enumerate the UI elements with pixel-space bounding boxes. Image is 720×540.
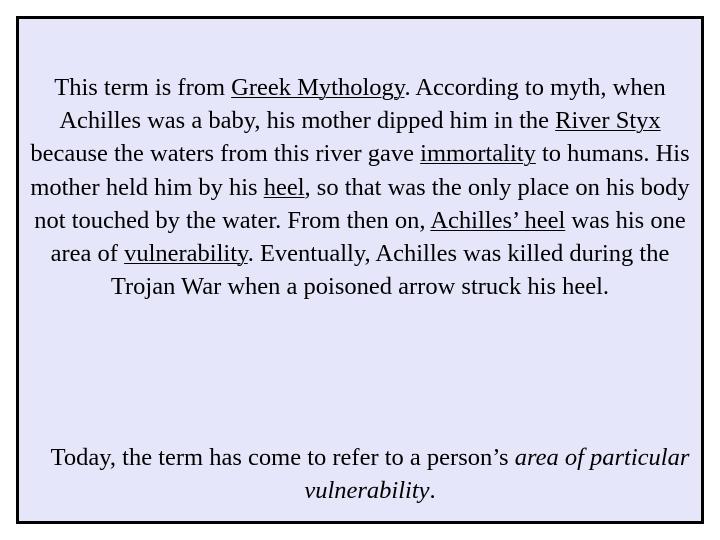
slide-panel xyxy=(16,16,704,524)
text-segment: . xyxy=(429,477,436,505)
term-achilles-heel: Achilles’ heel xyxy=(430,206,566,234)
emphasis-text: area of particular vulnerability xyxy=(304,444,690,505)
text-segment: This term is from xyxy=(54,74,232,101)
text-segment: because the waters from this river gave xyxy=(30,140,421,168)
text-segment: . Eventually, Achilles was killed during the Trojan War when a poisoned arrow struck his heel. xyxy=(110,240,670,301)
text-segment: , so that was the only place on his body not touched by the water. From then on, xyxy=(34,173,690,234)
term-greek-mythology: Greek Mythology xyxy=(231,74,405,101)
text-segment: . According to myth, when Achilles was a baby, his mother dipped him in the xyxy=(59,74,666,135)
text-segment: was his one area of xyxy=(50,206,686,268)
text-segment: to humans. His mother held him by his xyxy=(30,140,690,201)
term-immortality: immortality xyxy=(420,140,536,168)
text-segment: Today, the term has come to refer to a person’s xyxy=(50,444,515,471)
term-vulnerability: vulnerability xyxy=(124,240,248,268)
term-heel: heel xyxy=(263,173,305,201)
term-river-styx: River Styx xyxy=(555,107,661,135)
definition-paragraph xyxy=(19,71,701,303)
modern-meaning-paragraph xyxy=(29,441,711,507)
